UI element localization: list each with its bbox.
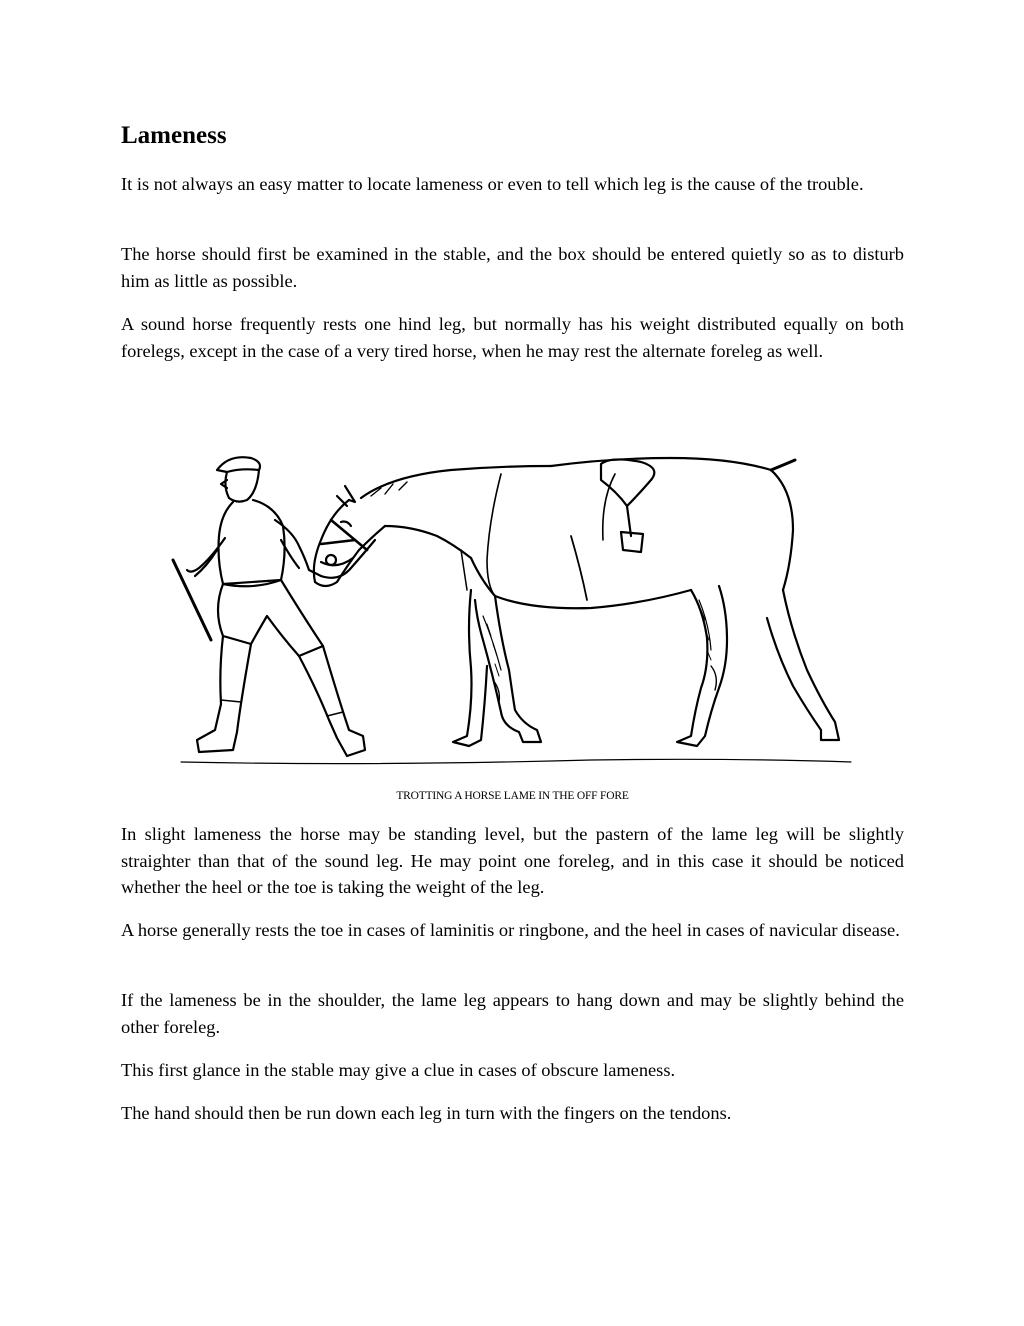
horse-illustration: [171, 440, 861, 775]
paragraph-7: This first glance in the stable may give a clue in cases of obscure lameness.: [121, 1060, 676, 1080]
paragraph-4: In slight lameness the horse may be standing level, but the pastern of the lame leg will be slightly straighter than that of the sound leg. He may point one foreleg, and in this case it should be noticed whether the heel or the toe is taking the weight of the leg.: [121, 824, 904, 897]
paragraph-5: A horse generally rests the toe in cases of laminitis or ringbone, and the heel in cases of navicular disease.: [121, 920, 900, 940]
figure-caption: TROTTING A HORSE LAME IN THE OFF FORE: [396, 790, 629, 802]
groom-figure: [173, 457, 375, 756]
horse-figure: [314, 458, 839, 746]
paragraph-3: A sound horse frequently rests one hind leg, but normally has his weight distributed equally on both forelegs, except in the case of a very tired horse, when he may rest the alternate foreleg as well.: [121, 314, 904, 361]
paragraph-8: The hand should then be run down each leg in turn with the fingers on the tendons.: [121, 1103, 732, 1123]
paragraph-1: It is not always an easy matter to locate lameness or even to tell which leg is the cause of the trouble.: [121, 174, 864, 194]
page-heading: Lameness: [121, 122, 227, 149]
paragraph-2: The horse should first be examined in the stable, and the box should be entered quietly so as to disturb him as little as possible.: [121, 244, 904, 291]
paragraph-6: If the lameness be in the shoulder, the lame leg appears to hang down and may be slightly behind the other foreleg.: [121, 990, 904, 1037]
